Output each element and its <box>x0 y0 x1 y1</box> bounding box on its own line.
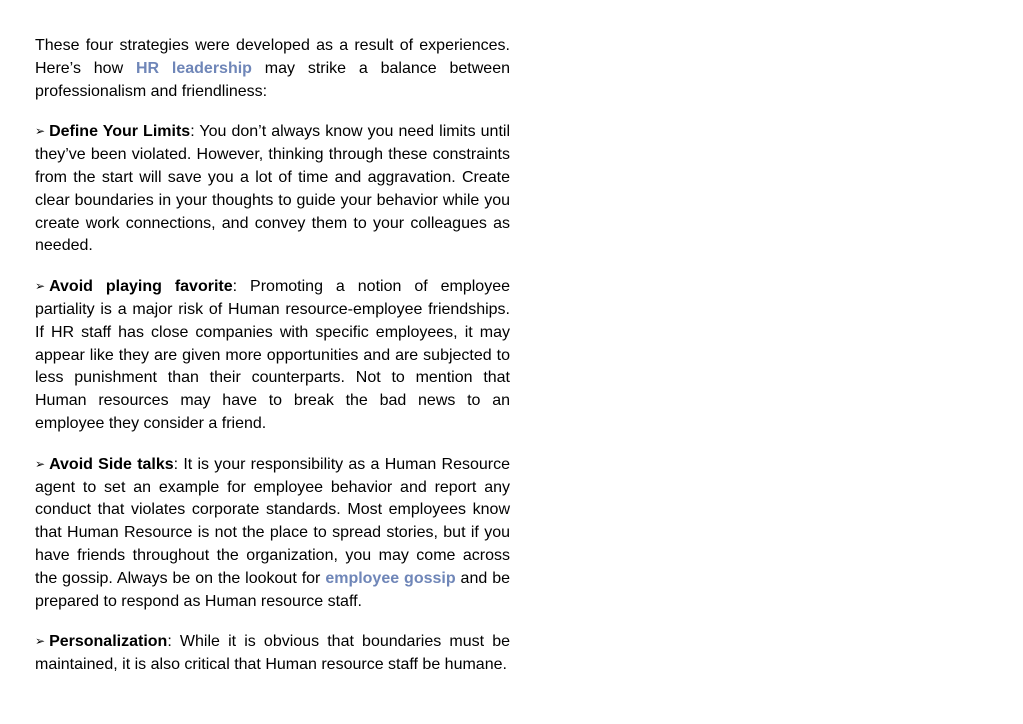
list-item-personalization <box>35 630 510 677</box>
arrow-bullet-icon: ➢ <box>35 634 46 649</box>
list-item-define-limits <box>35 120 510 258</box>
intro-text-before: These four strategies were developed as a result of experiences. Here’s how <box>35 37 510 77</box>
item-term: Define Your Limits <box>49 123 191 141</box>
item-term: Avoid Side talks <box>49 455 174 473</box>
arrow-bullet-icon: ➢ <box>35 279 46 294</box>
item-term: Personalization <box>49 633 168 651</box>
item-text: : Promoting a notion of employee partiality is a major risk of Human resource-employee friendships. If HR staff has close companies with specific employees, it may appear like they are given more opportunities and are subjected to less punishment than their counterparts. Not to mention that Human resources may have to break the bad news to an employee they consider a friend. <box>35 278 511 432</box>
arrow-bullet-icon: ➢ <box>35 456 46 471</box>
text-column <box>35 35 510 694</box>
intro-text-after: may strike a balance between professionalism and friendliness: <box>35 59 511 100</box>
list-item-avoid-favorite <box>35 275 510 436</box>
item-term: Avoid playing favorite <box>49 278 233 296</box>
item-text: : You don’t always know you need limits until they’ve been violated. However, thinking through these constraints from the start will save you a lot of time and aggravation. Create clear boundaries in your thoughts to guide your behavior while you create work connections, and convey them to your colleagues as needed. <box>35 123 511 255</box>
list-item-avoid-side-talks <box>35 453 510 614</box>
intro-paragraph <box>35 35 510 103</box>
hr-leadership-link[interactable]: HR leadership <box>135 59 252 77</box>
item-text-after: and be prepared to respond as Human resource staff. <box>35 569 510 610</box>
arrow-bullet-icon: ➢ <box>35 124 46 139</box>
item-text: : While it is obvious that boundaries must be maintained, it is also critical that Human resource staff be humane. <box>35 633 510 674</box>
employee-gossip-link[interactable]: employee gossip <box>325 569 456 587</box>
item-text-before: : It is your responsibility as a Human Resource agent to set an example for employee behavior and report any conduct that violates corporate standards. Most employees know that Human Resource is not the place to spread stories, but if you have friends throughout the organization, you may come across the gossip. Always be on the lookout for <box>35 455 510 587</box>
